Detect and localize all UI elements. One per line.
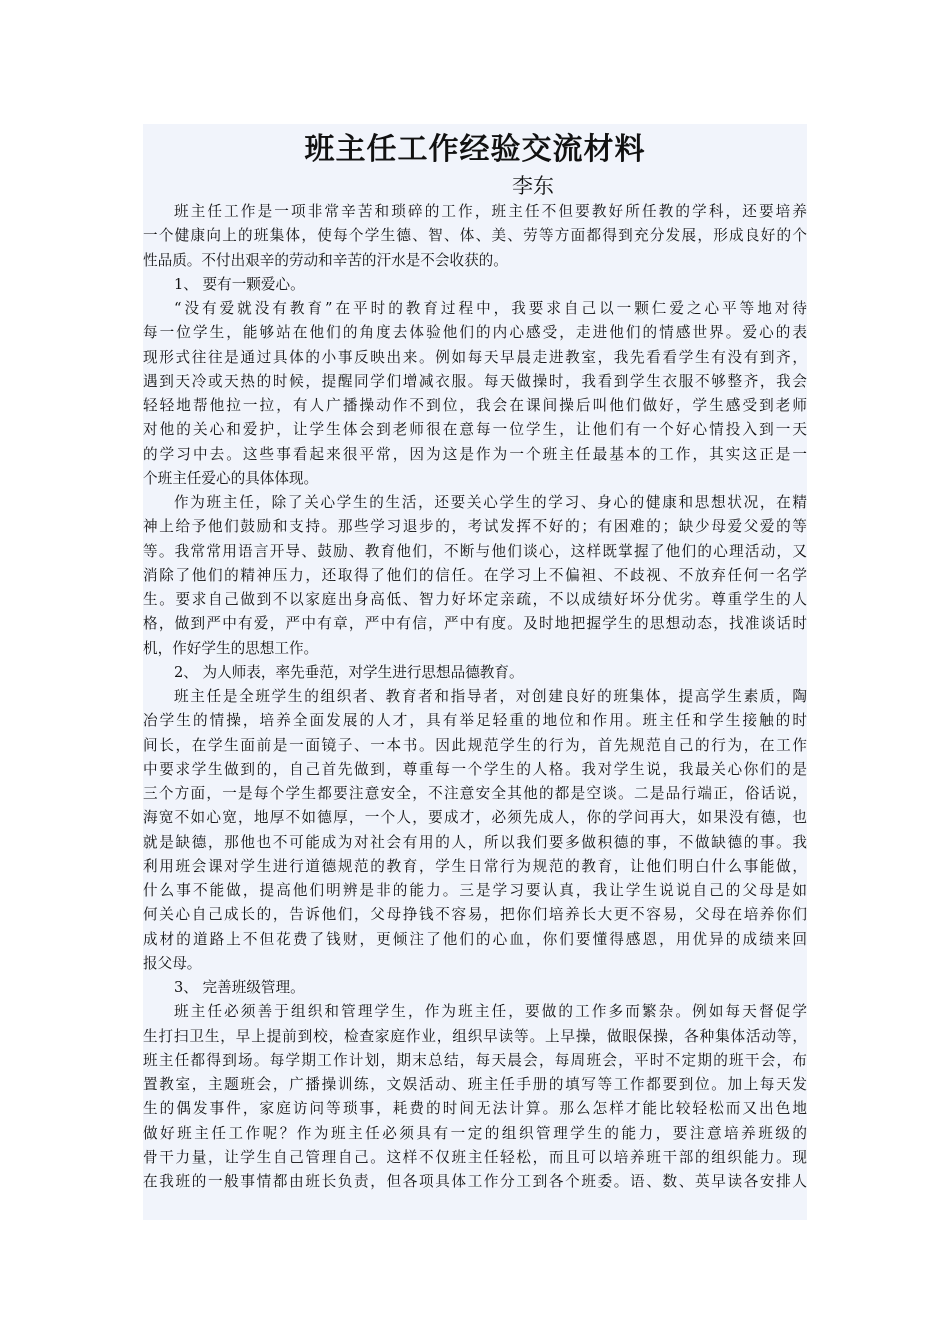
- body-text-line: 个班主任爱心的具体体现。: [143, 469, 319, 487]
- body-text-line: 班主任必须善于组织和管理学生，作为班主任，要做的工作多而繁杂。例如每天督促学: [174, 1003, 807, 1021]
- body-text-line: 对他的关心和爱护，让学生体会到老师很在意每一位学生，让他们有一个好心情投入到一天: [143, 421, 807, 439]
- body-text-line: 报父母。: [143, 954, 202, 972]
- body-text-line: 性品质。不付出艰辛的劳动和辛苦的汗水是不会收获的。: [143, 251, 508, 269]
- body-text-line: 班主任都得到场。每学期工作计划，期末总结，每天晨会，每周班会，平时不定期的班干会，布: [143, 1051, 807, 1069]
- body-text-line: 班主任是全班学生的组织者、教育者和指导者，对创建良好的班集体，提高学生素质，陶: [174, 688, 807, 705]
- body-text-line: 一个健康向上的班集体，使每个学生德、智、体、美、劳等方面都得到充分发展，形成良好的个: [143, 227, 807, 245]
- section-heading: 2、 为人师表，率先垂范，对学生进行思想品德教育。: [174, 663, 524, 681]
- document-author: 李东: [512, 174, 554, 198]
- body-text-line: 生。要求自己做到不以家庭出身高低、智力好坏定亲疏，不以成绩好坏分优劣。尊重学生的人: [143, 591, 807, 608]
- body-text-line: 置教室，主题班会，广播操训练，文娱活动、班主任手册的填写等工作都要到位。加上每天发: [143, 1076, 807, 1093]
- section-heading: 1、 要有一颗爱心。: [174, 275, 305, 293]
- body-text-line: 冶学生的情操，培养全面发展的人才，具有举足轻重的地位和作用。班主任和学生接触的时: [143, 712, 807, 730]
- document-title: 班主任工作经验交流材料: [304, 132, 646, 167]
- body-text-line: 生的偶发事件，家庭访问等琐事，耗费的时间无法计算。那么怎样才能比较轻松而又出色地: [143, 1100, 807, 1118]
- body-text-line: 做好班主任工作呢？作为班主任必须具有一定的组织管理学生的能力，要注意培养班级的: [143, 1124, 807, 1142]
- body-text-line: 间长，在学生面前是一面镜子、一本书。因此规范学生的行为，首先规范自己的行为，在工作: [143, 736, 807, 754]
- body-text-line: 格，做到严中有爱，严中有章，严中有信，严中有度。及时地把握学生的思想动态，找准谈话时: [143, 615, 807, 633]
- body-text-line: 什么事不能做，提高他们明辨是非的能力。三是学习要认真，我让学生说说自己的父母是如: [143, 882, 807, 899]
- body-text-line: 消除了他们的精神压力，还取得了他们的信任。在学习上不偏袒、不歧视、不放弃任何一名学: [143, 566, 807, 584]
- body-text-line: 现形式往往是通过具体的小事反映出来。例如每天早晨走进教室，我先看看学生有没有到齐，: [143, 348, 807, 366]
- body-text-line: 班主任工作是一项非常辛苦和琐碎的工作，班主任不但要教好所任教的学科，还要培养: [174, 203, 807, 220]
- body-text-line: “没有爱就没有教育”在平时的教育过程中，我要求自己以一颗仁爱之心平等地对待: [174, 300, 807, 317]
- body-text-line: 机，作好学生的思想工作。: [143, 639, 319, 657]
- body-text-line: 何关心自己成长的，告诉他们，父母挣钱不容易，把你们培养长大更不容易，父母在培养你们: [143, 906, 807, 924]
- body-text-line: 三个方面，一是每个学生都要注意安全，不注意安全其他的都是空谈。二是品行端正，俗话说，: [143, 785, 807, 802]
- body-text-line: 作为班主任，除了关心学生的生活，还要关心学生的学习、身心的健康和思想状况，在精: [174, 494, 807, 511]
- body-text-line: 就是缺德，那他也不可能成为对社会有用的人，所以我们要多做积德的事，不做缺德的事。我: [143, 833, 807, 851]
- body-text-line: 中要求学生做到的，自己首先做到，尊重每一个学生的人格。我对学生说，我最关心你们的是: [143, 760, 807, 778]
- body-text-line: 海宽不如心宽，地厚不如德厚，一个人，要成才，必须先成人，你的学问再大，如果没有德，也: [143, 809, 807, 827]
- body-text-line: 在我班的一般事情都由班长负责，但各项具体工作分工到各个班委。语、数、英早读各安排人: [143, 1173, 807, 1190]
- body-text-line: 的学习中去。这些事看起来很平常，因为这是作为一个班主任最基本的工作，其实这正是一: [143, 445, 807, 463]
- body-text-line: 骨干力量，让学生自己管理自己。这样不仅班主任轻松，而且可以培养班干部的组织能力。现: [143, 1148, 807, 1166]
- body-text-line: 轻轻地帮他拉一拉，有人广播操动作不到位，我会在课间操后叫他们做好，学生感受到老师: [143, 397, 807, 414]
- body-text-line: 利用班会课对学生进行道德规范的教育，学生日常行为规范的教育，让他们明白什么事能做，: [143, 857, 807, 875]
- body-text-line: 成材的道路上不但花费了钱财，更倾注了他们的心血，你们要懂得感恩，用优异的成绩来回: [143, 930, 807, 948]
- body-text-line: 每一位学生，能够站在他们的角度去体验他们的内心感受，走进他们的情感世界。爱心的表: [143, 324, 807, 342]
- document-body: [143, 200, 807, 1194]
- section-heading: 3、 完善班级管理。: [174, 979, 305, 996]
- body-text-line: 遇到天冷或天热的时候，提醒同学们增减衣服。每天做操时，我看到学生衣服不够整齐，我会: [143, 372, 807, 390]
- body-text-line: 生打扫卫生，早上提前到校，检查家庭作业，组织早读等。上早操，做眼保操，各种集体活动等，: [143, 1027, 807, 1045]
- body-text-line: 神上给予他们鼓励和支持。那些学习退步的，考试发挥不好的；有困难的；缺少母爱父爱的等: [143, 518, 807, 536]
- body-text-line: 等。我常常用语言开导、鼓励、教育他们，不断与他们谈心，这样既掌握了他们的心理活动，又: [143, 542, 807, 560]
